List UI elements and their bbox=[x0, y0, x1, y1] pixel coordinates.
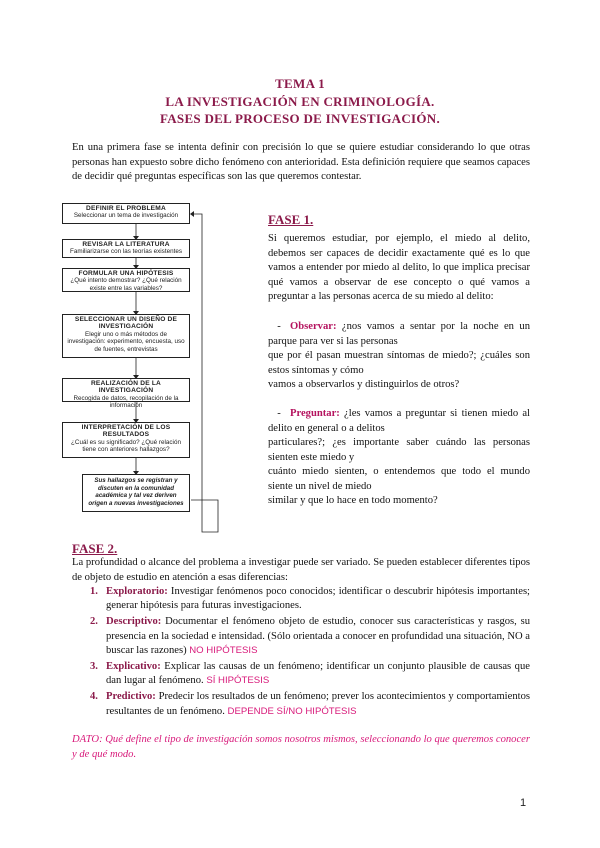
step-title: INTERPRETACIÓN DE LOS RESULTADOS bbox=[81, 424, 171, 439]
preguntar-continuation-1: particulares?; ¿es importante saber cuándo las personas sienten este miedo y bbox=[268, 437, 530, 463]
step-formulate-hypothesis bbox=[62, 268, 190, 292]
fase1-paragraph: Si queremos estudiar, por ejemplo, el miedo al delito, debemos ser capaces de decidir exactamente qué es lo que vamos a entender por miedo al delito, lo que implica precisar qué vamos a observar de ese concepto o qué vamos a preguntar a las personas acerca de su miedo al delito: bbox=[268, 233, 530, 303]
list-item bbox=[72, 585, 530, 613]
step-body: ¿Qué intento demostrar? ¿Qué relación existe entre las variables? bbox=[70, 277, 182, 292]
page-number: 1 bbox=[520, 797, 527, 809]
item-text: Predecir los resultados de un fenómeno; prever los acontecimientos y comportamientos resultantes de un fenómeno. bbox=[106, 691, 530, 717]
step-body: Elegir uno o más métodos de investigación: experimento, encuesta, uso de fuentes, entrevistas bbox=[67, 330, 185, 353]
observar-text: ¿nos vamos a sentar por la noche en un parque para ver si las personas bbox=[268, 321, 530, 347]
bullet-dash: - bbox=[277, 408, 281, 419]
list-item bbox=[72, 660, 530, 688]
fase2-paragraph: La profundidad o alcance del problema a investigar puede ser variado. Se pueden establecer diferentes tipos de objeto de estudio en atención a esas diferencias: bbox=[72, 557, 530, 583]
feedback-loop bbox=[191, 214, 218, 532]
item-number: 2. bbox=[90, 616, 98, 628]
arrowhead-loop bbox=[190, 211, 194, 217]
step-body: ¿Cuál es su significado? ¿Qué relación tiene con anteriores hallazgos? bbox=[71, 438, 181, 454]
step-review-literature bbox=[62, 239, 190, 258]
study-types-list bbox=[72, 585, 530, 721]
fase1-heading: FASE 1. bbox=[268, 212, 314, 227]
step-title: REALIZACIÓN DE LA INVESTIGACIÓN bbox=[90, 380, 162, 395]
item-label: Explicativo: bbox=[106, 661, 161, 673]
preguntar-label: Preguntar: bbox=[290, 408, 340, 419]
intro-paragraph: En una primera fase se intenta definir con precisión lo que se quiere estudiar considerando lo que otras personas han expuesto sobre dicho fenómeno con anterioridad. Esta definición requiere que seamos capaces de decidir qué preguntas específicas son las que queremos contestar. bbox=[72, 142, 530, 183]
observar-label: Observar: bbox=[290, 321, 337, 332]
item-text: Explicar las causas de un fenómeno; identificar un conjunto plausible de causas que dan lugar al fenómeno. bbox=[106, 661, 530, 687]
page-subtitle: FASES DEL PROCESO DE INVESTIGACIÓN. bbox=[159, 111, 441, 126]
step-define-problem bbox=[62, 203, 190, 224]
step-conduct-research bbox=[62, 378, 190, 410]
preguntar-continuation-2: cuánto miedo sienten, o entendemos que todo el mundo siente un nivel de miedo bbox=[268, 466, 530, 492]
item-number: 4. bbox=[90, 691, 98, 703]
hypothesis-tag: DEPENDE SÍ/NO HIPÓTESIS bbox=[227, 705, 357, 717]
step-title: FORMULAR UNA HIPÓTESIS bbox=[78, 270, 174, 277]
list-item bbox=[72, 615, 530, 658]
item-text: Investigar fenómenos poco conocidos; identificar o descubrir hipótesis importantes; generar hipótesis para futuras investigaciones. bbox=[106, 586, 531, 612]
item-label: Predictivo: bbox=[106, 691, 156, 703]
item-number: 1. bbox=[90, 586, 98, 597]
bullet-dash: - bbox=[277, 321, 281, 332]
hypothesis-tag: SÍ HIPÓTESIS bbox=[206, 675, 270, 687]
step-title: SELECCIONAR UN DISEÑO DE INVESTIGACIÓN bbox=[74, 316, 178, 331]
observar-continuation-1: que por él pasan muestran síntomas de miedo?; ¿cuáles son estos síntomas y cómo bbox=[268, 350, 530, 376]
step-body: Recogida de datos, recopilación de la información bbox=[73, 394, 179, 410]
step-title: REVISAR LA LITERATURA bbox=[82, 241, 170, 248]
step-findings-discussed: Sus hallazgos se registran y discuten en la comunidad académica y tal vez deriven origen a nuevas investigaciones bbox=[82, 474, 190, 512]
item-number: 3. bbox=[90, 661, 98, 673]
dato-note: DATO: Qué define el tipo de investigación somos nosotros mismos, seleccionando lo que queremos conocer y de qué modo. bbox=[72, 734, 530, 760]
step-body: Familiarizarse con las teorías existentes bbox=[70, 248, 182, 256]
step-body: Seleccionar un tema de investigación bbox=[73, 212, 179, 220]
preguntar-text: ¿les vamos a preguntar si tienen miedo al delito en general o a delitos bbox=[268, 408, 530, 434]
list-item bbox=[72, 690, 530, 718]
step-select-design bbox=[62, 314, 190, 358]
observar-bullet bbox=[268, 320, 530, 349]
item-text: Documentar el fenómeno objeto de estudio, conocer sus características y rasgos, su presencia en la sociedad e intensidad. (Sólo orientada a conocer en profundidad una situación, NO a buscar las razones) bbox=[106, 616, 530, 656]
observar-continuation-2: vamos a observarlos y distinguirlos de otros? bbox=[268, 379, 460, 390]
preguntar-continuation-3: similar y que lo hace en todo momento? bbox=[268, 495, 438, 506]
hypothesis-tag: NO HIPÓTESIS bbox=[189, 644, 258, 656]
item-label: Descriptivo: bbox=[106, 616, 162, 628]
fase2-heading: FASE 2. bbox=[72, 541, 118, 556]
item-label: Exploratorio: bbox=[106, 586, 168, 597]
page-title: LA INVESTIGACIÓN EN CRIMINOLOGÍA. bbox=[165, 94, 435, 109]
step-interpret-results bbox=[62, 422, 190, 458]
tema-label: TEMA 1 bbox=[275, 76, 325, 91]
preguntar-bullet bbox=[268, 407, 530, 436]
step-title: DEFINIR EL PROBLEMA bbox=[86, 205, 166, 212]
